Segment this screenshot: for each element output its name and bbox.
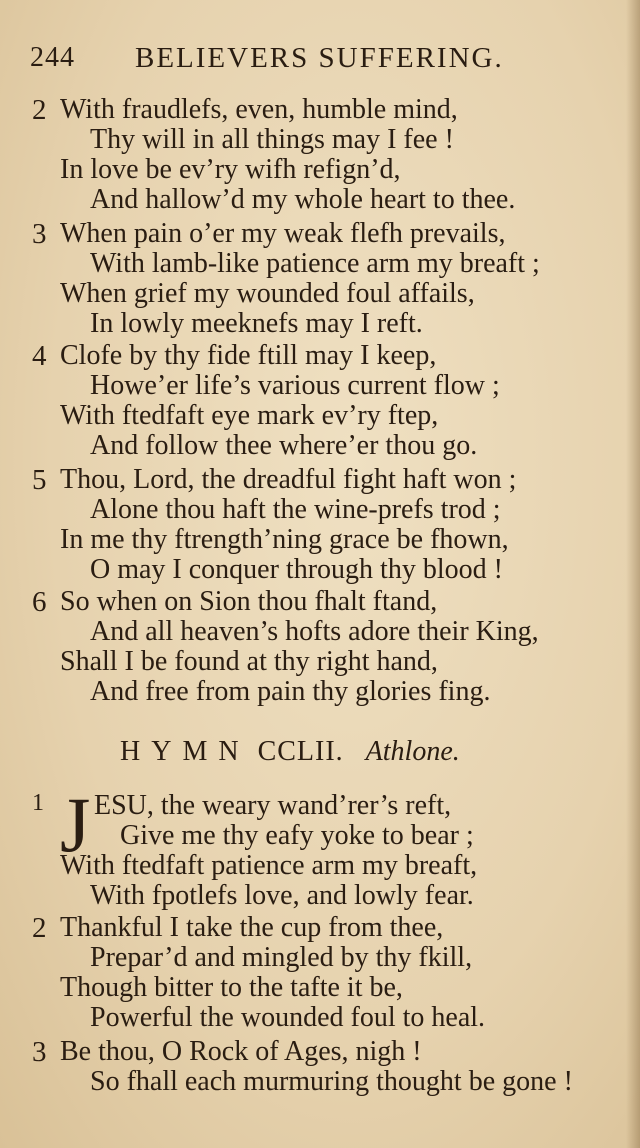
verse-line: And hallow’d my whole heart to thee. [90, 184, 516, 215]
verse-line: With ftedfaft patience arm my breaft, [60, 850, 478, 881]
hymn-heading: HYMN [120, 736, 250, 767]
verse-line: Alone thou haft the wine-prefs trod ; [90, 494, 501, 525]
verse-line: Prepar’d and mingled by thy fkill, [90, 942, 473, 973]
verse-line: And all heaven’s hofts adore their King, [90, 616, 539, 647]
verse-line: And free from pain thy glories fing. [90, 676, 491, 707]
verse-line: With lamb-like patience arm my breaft ; [90, 248, 540, 279]
hymn-tune-name: Athlone. [365, 736, 460, 767]
verse-line: In lowly meeknefs may I reft. [90, 308, 423, 339]
verse-line: Thou, Lord, the dreadful fight haft won ; [60, 464, 517, 495]
verse-line: When grief my wounded foul affails, [60, 278, 475, 309]
running-head: BELIEVERS SUFFERING. [135, 42, 504, 74]
stanza-number: 6 [32, 586, 47, 618]
verse-line: So fhall each murmuring thought be gone ! [90, 1066, 573, 1097]
stanza-number: 3 [32, 218, 47, 250]
stanza-number: 2 [32, 912, 47, 944]
page-header [30, 40, 630, 84]
verse-line: Though bitter to the tafte it be, [60, 972, 403, 1003]
verse-line: O may I conquer through thy blood ! [90, 554, 503, 585]
page-number: 244 [30, 42, 75, 73]
verse-line: So when on Sion thou fhalt ftand, [60, 586, 438, 617]
verse-line: Thy will in all things may I fee ! [90, 124, 454, 155]
verse-line: When pain o’er my weak flefh prevails, [60, 218, 506, 249]
hymn-title [120, 736, 460, 768]
verse-line: With fraudlefs, even, humble mind, [60, 94, 458, 125]
verse-line: Give me thy eafy yoke to bear ; [120, 820, 474, 851]
hymn-number: CCLII. [257, 736, 344, 767]
verse-line: Clofe by thy fide ftill may I keep, [60, 340, 437, 371]
verse-line: Powerful the wounded foul to heal. [90, 1002, 486, 1033]
drop-cap: J [60, 781, 91, 868]
stanza-number: 1 [32, 790, 44, 816]
verse-line: With fpotlefs love, and lowly fear. [90, 880, 474, 911]
verse-line: Howe’er life’s various current flow ; [90, 370, 500, 401]
verse-line: Shall I be found at thy right hand, [60, 646, 438, 677]
stanza-number: 2 [32, 94, 47, 126]
verse-line: Be thou, O Rock of Ages, nigh ! [60, 1036, 422, 1067]
verse-line: With ftedfaft eye mark ev’ry ftep, [60, 400, 439, 431]
verse-line: And follow thee where’er thou go. [90, 430, 478, 461]
verse-line: ESU, the weary wand’rer’s reft, [94, 790, 452, 821]
stanza-number: 3 [32, 1036, 47, 1068]
verse-line: In love be ev’ry wifh refign’d, [60, 154, 401, 185]
verse-line: Thankful I take the cup from thee, [60, 912, 444, 943]
verse-line: In me thy ftrength’ning grace be fhown, [60, 524, 509, 555]
stanza-number: 4 [32, 340, 47, 372]
page-spine-shadow [626, 0, 640, 1148]
stanza-number: 5 [32, 464, 47, 496]
